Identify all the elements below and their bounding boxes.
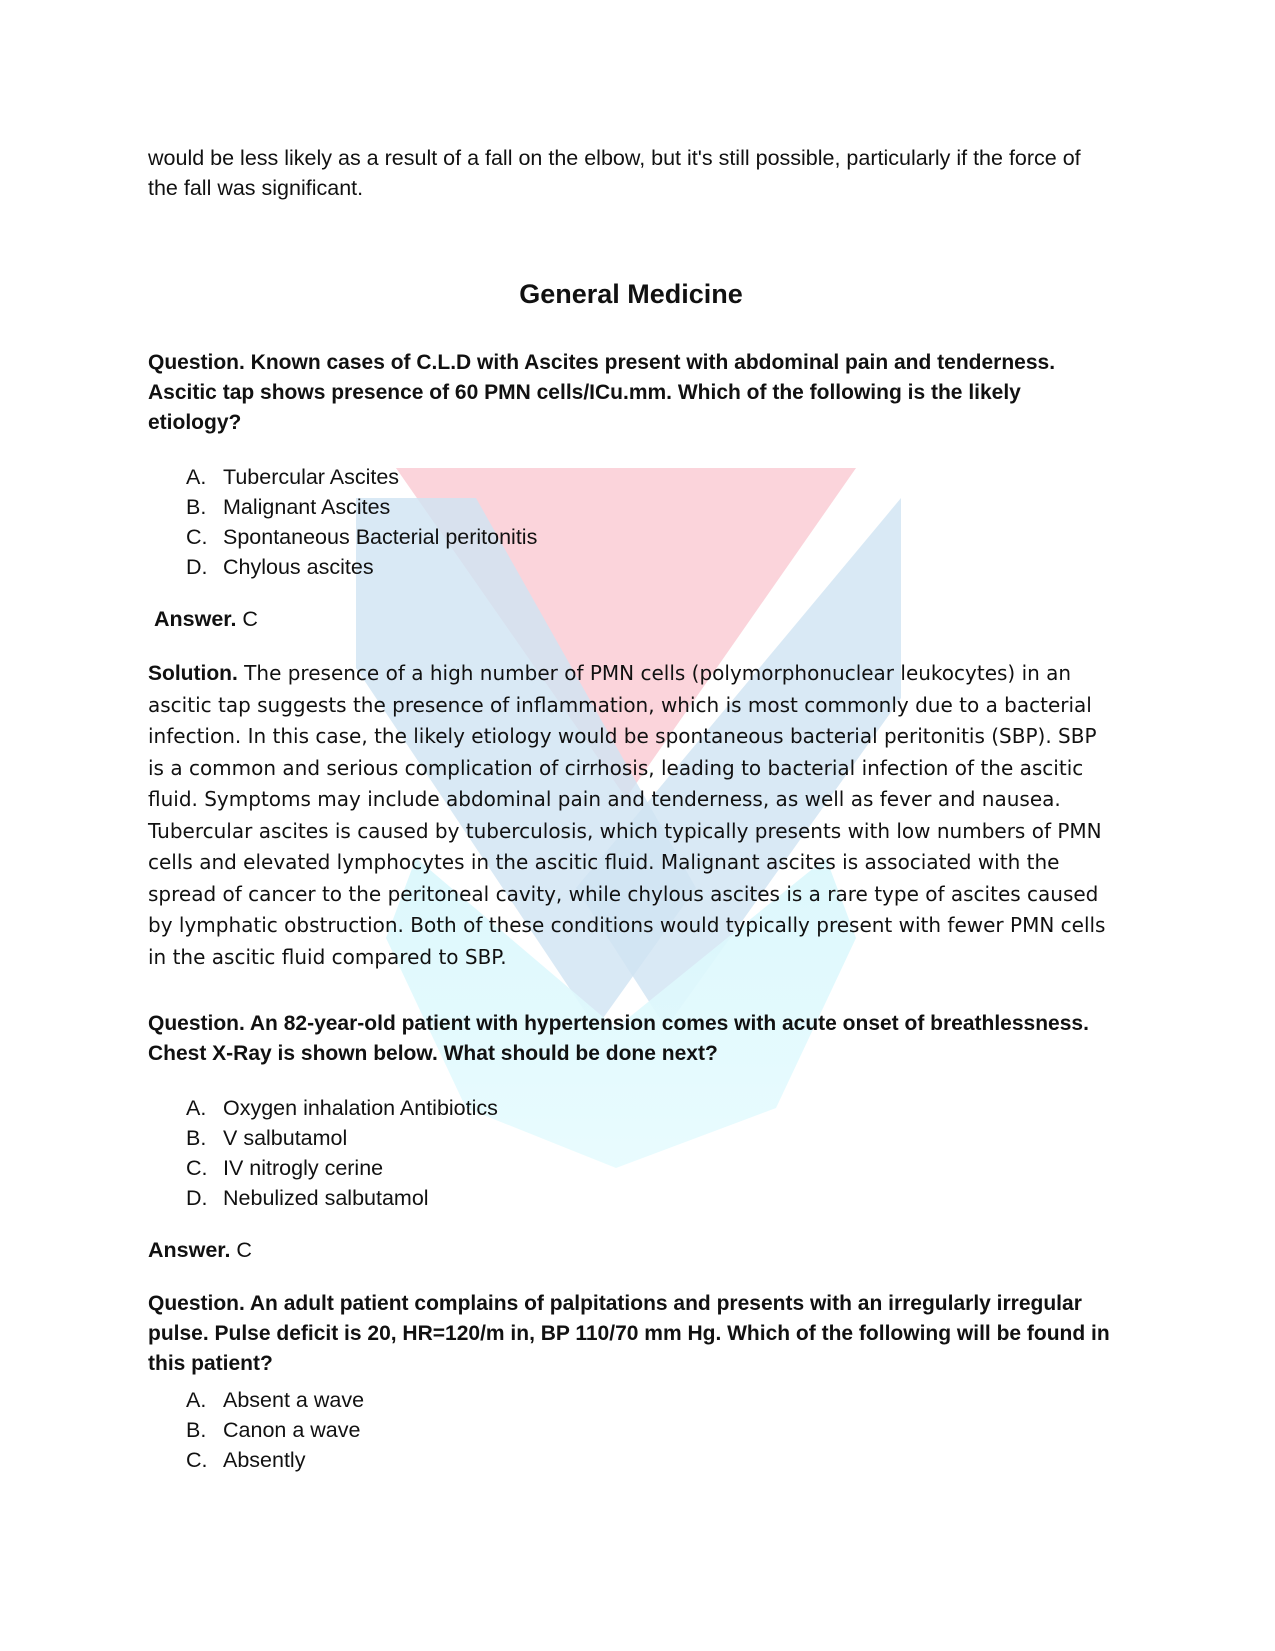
option-letter: D.: [186, 555, 208, 579]
option-item: [186, 462, 1114, 492]
option-text: Oxygen inhalation Antibiotics: [223, 1096, 498, 1120]
option-list: [148, 462, 1114, 582]
option-item: [186, 1123, 1114, 1153]
question-block-1: [148, 348, 1114, 973]
question-block-2: [148, 1009, 1114, 1265]
option-item: [186, 1385, 1114, 1415]
option-letter: B.: [186, 495, 207, 519]
option-text: Malignant Ascites: [223, 495, 391, 519]
page-content: [148, 143, 1114, 1497]
option-letter: C.: [186, 1448, 208, 1472]
answer-value: C: [236, 607, 258, 631]
question-text: Question. Known cases of C.L.D with Ascites present with abdominal pain and tenderness. Ascitic tap shows presence of 60 PMN cells/ICu.mm. Which of the following is the likely etiology?: [148, 351, 1056, 434]
option-letter: A.: [186, 465, 207, 489]
answer-value: C: [230, 1238, 252, 1262]
option-letter: B.: [186, 1418, 207, 1442]
option-list: [148, 1385, 1114, 1475]
option-item: [186, 1445, 1114, 1475]
option-text: Nebulized salbutamol: [223, 1186, 429, 1210]
option-text: Canon a wave: [223, 1418, 361, 1442]
option-text: Spontaneous Bacterial peritonitis: [223, 525, 538, 549]
solution-label: Solution.: [148, 662, 238, 685]
option-letter: A.: [186, 1096, 207, 1120]
option-text: Tubercular Ascites: [223, 465, 400, 489]
answer-line: [148, 1235, 1114, 1265]
intro-paragraph: would be less likely as a result of a fall on the elbow, but it's still possible, particularly if the force of the fall was significant.: [148, 146, 1081, 200]
answer-line: [148, 604, 1114, 634]
option-item: [186, 1415, 1114, 1445]
option-item: [186, 492, 1114, 522]
section-title: General Medicine: [519, 279, 743, 309]
solution-text: The presence of a high number of PMN cells (polymorphonuclear leukocytes) in an ascitic tap suggests the presence of inflammation, which is most commonly due to a bacterial infection. In this case, the likely etiology would be spontaneous bacterial peritonitis (SBP). SBP is a common and serious complication of cirrhosis, leading to bacterial infection of the ascitic fluid. Symptoms may include abdominal pain and tenderness, as well as fever and nausea. Tubercular ascites is caused by tuberculosis, which typically presents with low numbers of PMN cells and elevated lymphocytes in the ascitic fluid. Malignant ascites is associated with the spread of cancer to the peritoneal cavity, while chylous ascites is a rare type of ascites caused by lymphatic obstruction. Both of these conditions would typically present with fewer PMN cells in the ascitic fluid compared to SBP.: [148, 661, 1106, 969]
question-text: Question. An adult patient complains of palpitations and presents with an irregularly irregular pulse. Pulse deficit is 20, HR=120/m in, BP 110/70 mm Hg. Which of the following will be found in this patient?: [148, 1292, 1110, 1375]
option-text: Absent a wave: [223, 1388, 365, 1412]
option-text: Chylous ascites: [223, 555, 374, 579]
option-text: V salbutamol: [223, 1126, 348, 1150]
solution-paragraph: [148, 658, 1114, 973]
option-item: [186, 1153, 1114, 1183]
option-letter: B.: [186, 1126, 207, 1150]
option-letter: A.: [186, 1388, 207, 1412]
option-letter: D.: [186, 1186, 208, 1210]
option-letter: C.: [186, 525, 208, 549]
answer-label: Answer.: [148, 1238, 231, 1262]
option-item: [186, 1093, 1114, 1123]
option-item: [186, 1183, 1114, 1213]
option-list: [148, 1093, 1114, 1213]
question-block-3: [148, 1289, 1114, 1475]
option-item: [186, 522, 1114, 552]
answer-label: Answer.: [154, 607, 237, 631]
question-text: Question. An 82-year-old patient with hypertension comes with acute onset of breathlessness. Chest X-Ray is shown below. What should be done next?: [148, 1012, 1089, 1065]
option-letter: C.: [186, 1156, 208, 1180]
option-text: IV nitrogly cerine: [223, 1156, 384, 1180]
option-item: [186, 552, 1114, 582]
option-text: Absently: [223, 1448, 306, 1472]
